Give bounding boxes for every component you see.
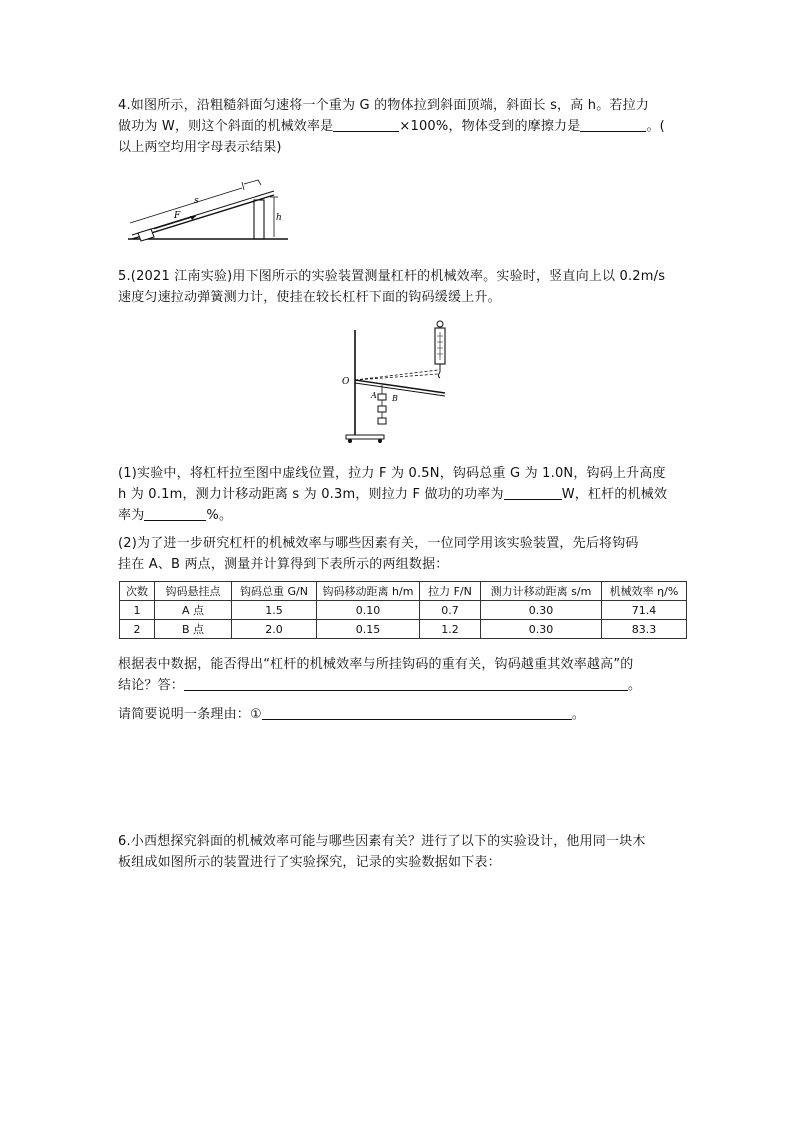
q4-blank-friction[interactable] — [580, 117, 646, 132]
q5-conclusion-line2 — [118, 675, 688, 696]
table-header: 拉力 F/N — [420, 582, 481, 601]
table-cell: 1 — [120, 601, 155, 620]
table-cell: 0.10 — [317, 601, 420, 620]
table-cell: 1.2 — [420, 620, 481, 639]
table-header: 测力计移动距离 s/m — [481, 582, 602, 601]
table-row — [120, 601, 687, 620]
incline-label-s: s — [194, 196, 199, 206]
q5-reason-b: 。 — [571, 707, 586, 722]
table-cell: 0.15 — [317, 620, 420, 639]
table-cell: 1.5 — [232, 601, 317, 620]
q5-blank-efficiency[interactable] — [144, 506, 206, 521]
table-cell: 2.0 — [232, 620, 317, 639]
q5-sub1-line3-b: %。 — [206, 508, 233, 523]
table-cell: 0.30 — [481, 620, 602, 639]
q4-line2 — [118, 116, 688, 137]
q5-sub1-line3 — [118, 505, 688, 526]
table-cell: 0.30 — [481, 601, 602, 620]
q5-blank-reason[interactable] — [262, 705, 572, 720]
q5-conclusion-line2-a: 结论？答： — [118, 678, 185, 693]
q4-line3: 以上两空均用字母表示结果) — [118, 140, 282, 155]
q4-line2-b: ×100%，物体受到的摩擦力是 — [399, 119, 581, 134]
q5-sub2-line1: (2)为了进一步研究杠杆的机械效率与哪些因素有关，一位同学用该实验装置，先后将钩码 — [118, 536, 639, 551]
incline-label-h: h — [276, 213, 282, 223]
q5-sub1-line2 — [118, 484, 688, 505]
q5-line2: 速度匀速拉动弹簧测力计，使挂在较长杠杆下面的钩码缓缓上升。 — [118, 290, 501, 305]
lever-label-B: B — [392, 394, 398, 403]
incline-label-F: F — [174, 211, 181, 221]
q5-sub1-line2-a: h 为 0.1m，测力计移动距离 s 为 0.3m，则拉力 F 做功的功率为 — [118, 487, 504, 502]
data-table — [119, 581, 687, 639]
q5-blank-power[interactable] — [504, 485, 562, 500]
lever-label-O: O — [342, 377, 350, 387]
q6-line2: 板组成如图所示的装置进行了实验探究，记录的实验数据如下表： — [118, 855, 501, 870]
table-cell: 71.4 — [602, 601, 687, 620]
q5-reason-line — [118, 704, 688, 725]
table-cell: A 点 — [155, 601, 232, 620]
q5-reason-a: 请简要说明一条理由：① — [118, 707, 262, 722]
q4-line1: 4.如图所示，沿粗糙斜面匀速将一个重为 G 的物体拉到斜面顶端，斜面长 s，高 h。若拉力 — [118, 98, 650, 113]
q5-line1: 5.(2021 江南实验)用下图所示的实验装置测量杠杆的机械效率。实验时，竖直向上以 0.2m/s — [118, 269, 666, 284]
lever-figure — [340, 318, 460, 446]
q4-blank-efficiency[interactable] — [333, 117, 399, 132]
q5-conclusion-line2-b: 。 — [628, 678, 642, 693]
lever-label-A: A — [371, 391, 377, 400]
q5-sub1-line1: (1)实验中，将杠杆拉至图中虚线位置，拉力 F 为 0.5N，钩码总重 G 为 1.0N，钩码上升高度 — [118, 466, 666, 481]
incline-figure — [124, 173, 292, 243]
table-cell: 83.3 — [602, 620, 687, 639]
q5-sub2-line2: 挂在 A、B 两点，测量并计算得到下表所示的两组数据： — [118, 557, 449, 572]
q5-sub1-line2-b: W，杠杆的机械效 — [561, 487, 668, 502]
q4-line2-a: 做功为 W，则这个斜面的机械效率是 — [118, 119, 334, 134]
q6-line1: 6.小西想探究斜面的机械效率可能与哪些因素有关？进行了以下的实验设计，他用同一块木 — [118, 834, 646, 849]
table-header: 钩码总重 G/N — [232, 582, 317, 601]
q5-blank-answer[interactable] — [184, 676, 628, 691]
table-cell: 2 — [120, 620, 155, 639]
table-cell: B 点 — [155, 620, 232, 639]
q5-conclusion-line1: 根据表中数据，能否得出“杠杆的机械效率与所挂钩码的重有关，钩码越重其效率越高”的 — [118, 657, 634, 672]
table-header: 钩码移动距离 h/m — [317, 582, 420, 601]
table-header: 钩码悬挂点 — [155, 582, 232, 601]
table-header-row — [120, 582, 687, 601]
table-row — [120, 620, 687, 639]
table-header: 机械效率 η/% — [602, 582, 687, 601]
q4-line2-c: 。( — [646, 119, 665, 134]
q5-sub1-line3-a: 率为 — [118, 508, 145, 523]
table-cell: 0.7 — [420, 601, 481, 620]
table-header: 次数 — [120, 582, 155, 601]
